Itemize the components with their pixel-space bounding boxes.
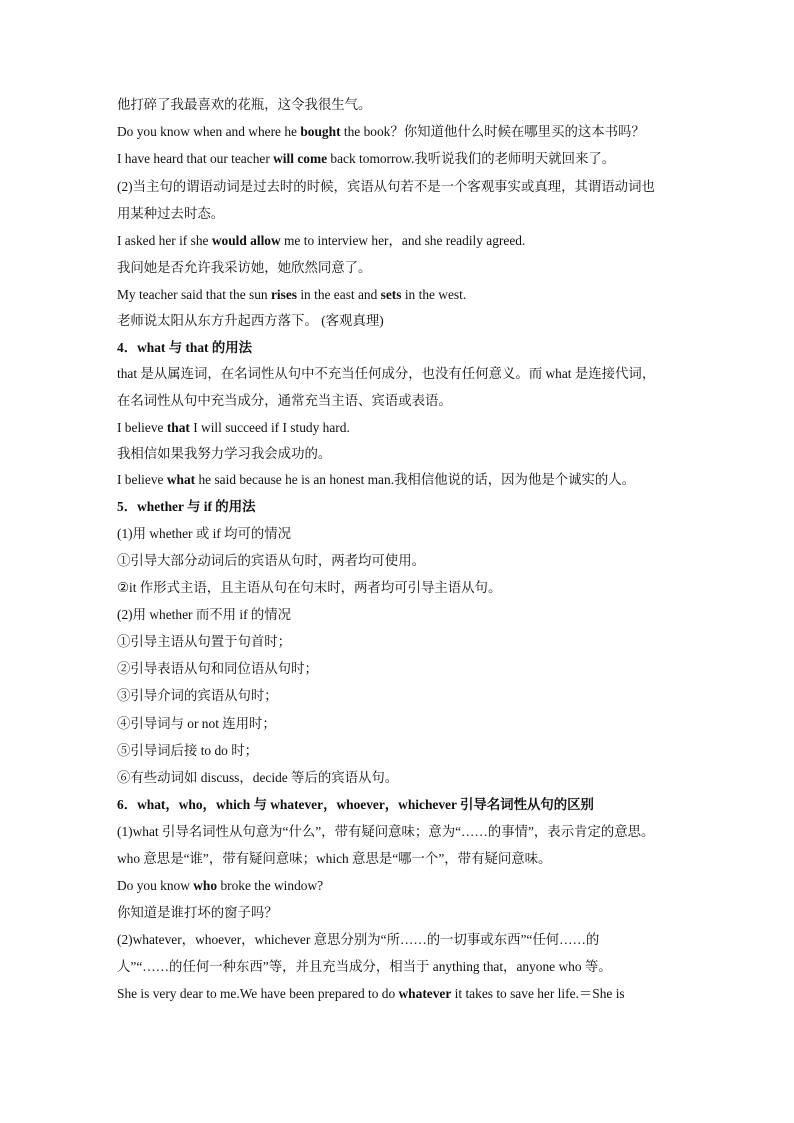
text-run: I believe [117,472,167,487]
text-line: who 意思是“谁”，带有疑问意味；which 意思是“哪一个”，带有疑问意味。 [117,851,552,866]
list-item: ⑥有些动词如 discuss，decide 等后的宾语从句。 [117,770,399,785]
text-run: it takes to save her life.＝She is [451,986,625,1001]
section-heading: 4．what 与 that 的用法 [117,340,253,355]
emphasized-text: whatever [398,986,452,1001]
text-line: (2)当主句的谓语动词是过去时的时候，宾语从句若不是一个客观事实或真理，其谓语动词也 [117,179,655,194]
emphasized-text: bought [300,124,341,139]
text-run: me to interview her，and she readily agreed. [280,233,526,248]
text-run: I believe [117,420,167,435]
text-run: I will succeed if I study hard. [189,420,350,435]
text-run: in the west. [401,287,467,302]
text-run: She is very dear to me.We have been prepared to do [117,986,399,1001]
emphasized-text: will come [273,151,328,166]
text-run: I have heard that our teacher [117,151,274,166]
emphasized-text: rises [270,287,297,302]
text-run: Do you know [117,878,194,893]
text-line: (2)whatever，whoever，whichever 意思分别为“所……的一切事或东西”“任何……的 [117,932,600,947]
text-run: Do you know when and where he [117,124,301,139]
text-line: (2)用 whether 而不用 if 的情况 [117,607,292,622]
text-run: I asked her if she [117,233,212,248]
emphasized-text: would allow [211,233,281,248]
text-line [117,876,687,896]
text-line [117,470,687,490]
text-line: 老师说太阳从东方升起西方落下。 (客观真理) [117,313,384,328]
text-line [117,122,687,142]
list-item: ⑤引导词后接 to do 时； [117,743,258,758]
list-item: ②it 作形式主语，且主语从句在句末时，两者均可引导主语从句。 [117,580,502,595]
section-heading: 5．whether 与 if 的用法 [117,499,256,514]
emphasized-text: that [166,420,190,435]
text-line: 人”“……的任何一种东西”等，并且充当成分，相当于 anything that，anyone who 等。 [117,959,612,974]
text-line: 他打碎了我最喜欢的花瓶，这令我很生气。 [117,97,372,112]
text-run: broke the window? [217,878,324,893]
text-line: (1)what 引导名词性从句意为“什么”，带有疑问意味；意为“……的事情”，表示肯定的意思。 [117,824,655,839]
text-line: 我问她是否允许我采访她，她欣然同意了。 [117,260,372,275]
text-run: back tomorrow.我听说我们的老师明天就回来了。 [327,151,616,166]
text-line: 在名词性从句中充当成分，通常充当主语、宾语或表语。 [117,393,452,408]
text-line: (1)用 whether 或 if 均可的情况 [117,526,292,541]
list-item: ④引导词与 or not 连用时； [117,716,276,731]
list-item: ①引导主语从句置于句首时； [117,634,292,649]
list-item: ①引导大部分动词后的宾语从句时，两者均可使用。 [117,553,425,568]
text-line [117,149,687,169]
text-line: 我相信如果我努力学习我会成功的。 [117,446,332,461]
list-item: ③引导介词的宾语从句时； [117,688,278,703]
emphasized-text: who [193,878,218,893]
text-line: 用某种过去时态。 [117,206,225,221]
text-run: the book？你知道他什么时候在哪里买的这本书吗？ [340,124,645,139]
emphasized-text: sets [380,287,402,302]
text-line [117,285,687,305]
text-line: 你知道是谁打坏的窗子吗？ [117,905,278,920]
text-run: My teacher said that the sun [117,287,271,302]
emphasized-text: what [166,472,196,487]
text-run: in the east and [296,287,381,302]
text-run: he said because he is an honest man.我相信他说的话，因为他是个诚实的人。 [195,472,636,487]
section-heading: 6．what，who，which 与 whatever，whoever，whichever 引导名词性从句的区别 [117,797,594,812]
text-line [117,984,687,1004]
text-line [117,418,687,438]
text-line [117,231,687,251]
text-line: that 是从属连词，在名词性从句中不充当任何成分，也没有任何意义。而 what 是连接代词， [117,366,656,381]
list-item: ②引导表语从句和同位语从句时； [117,661,318,676]
